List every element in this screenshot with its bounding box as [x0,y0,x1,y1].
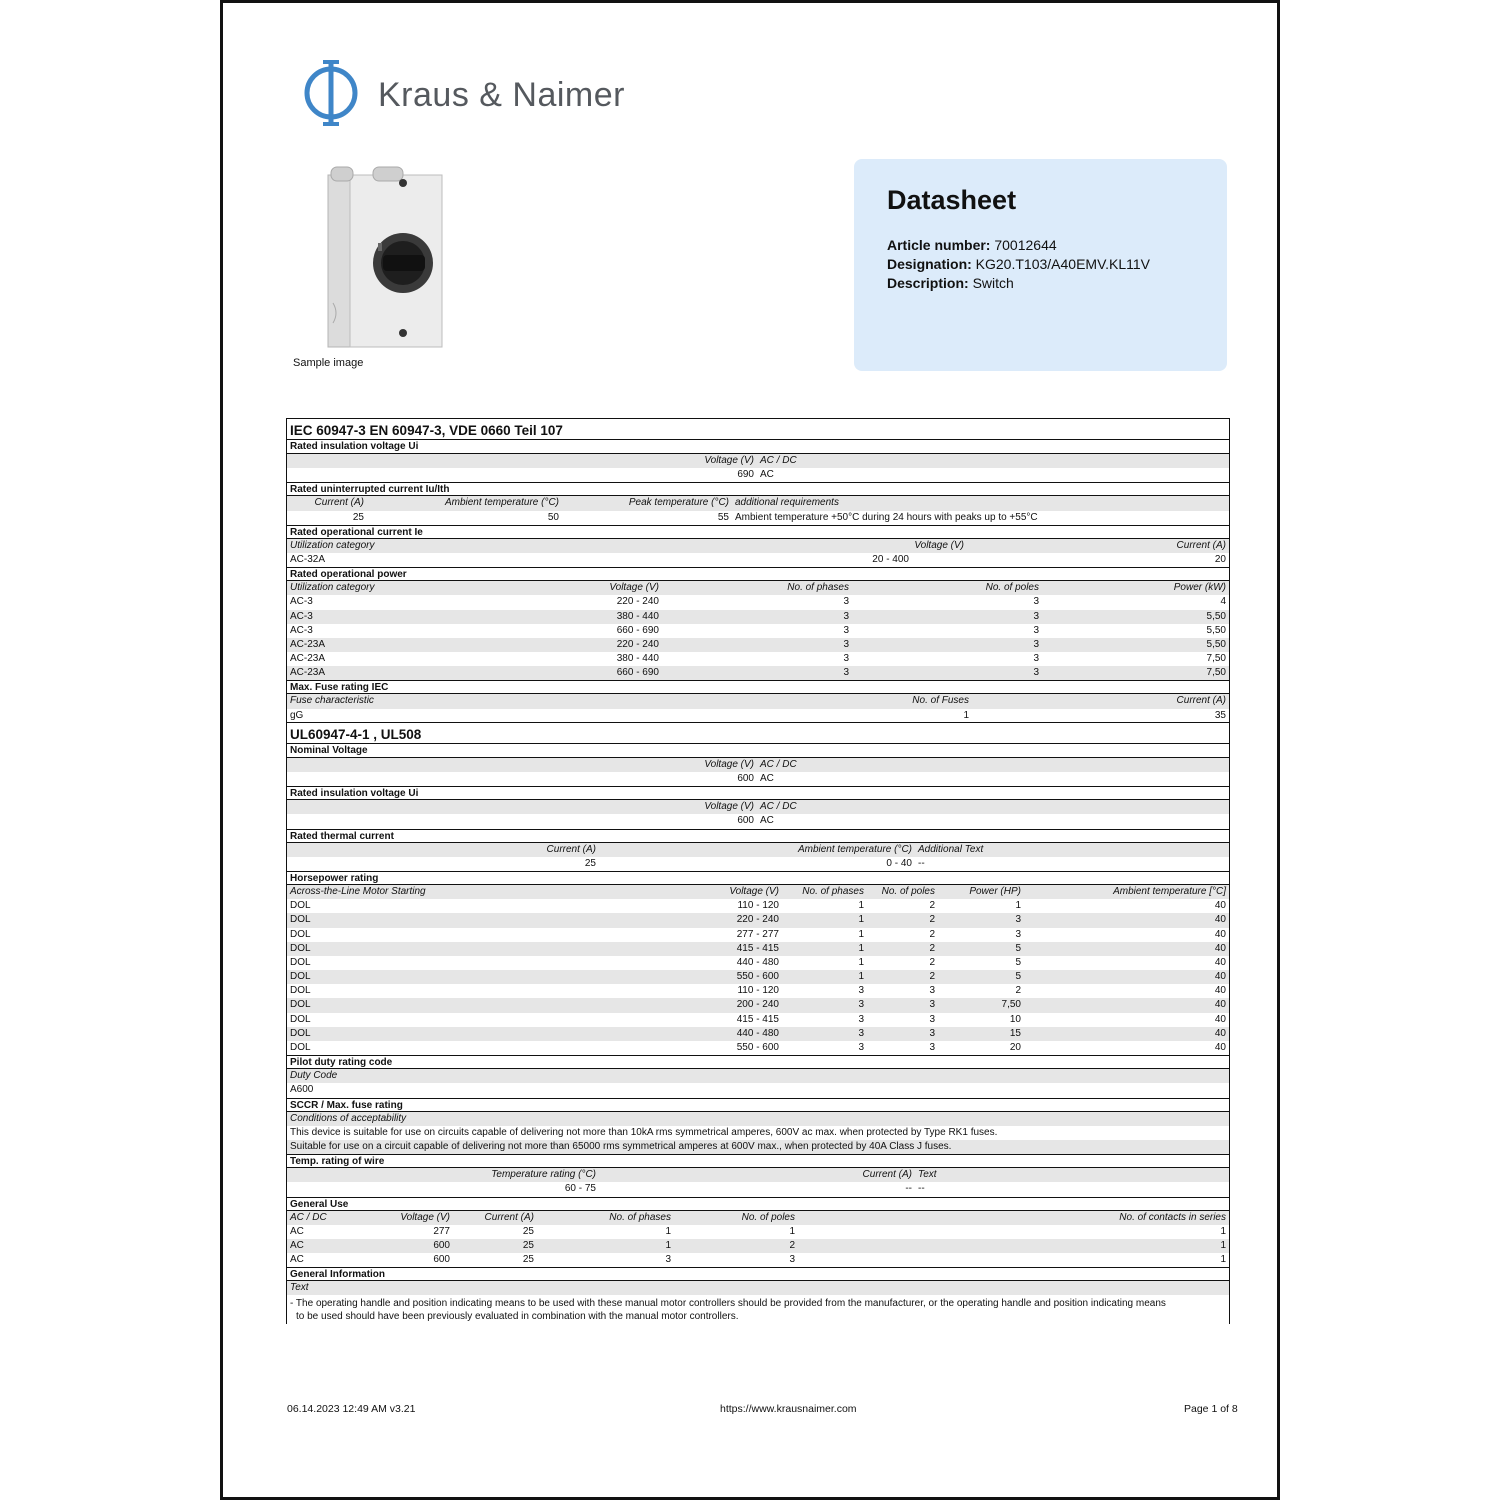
footer-url[interactable]: https://www.krausnaimer.com [720,1403,857,1415]
table-header: Across-the-Line Motor Starting Voltage (V) No. of phases No. of poles Power (HP) Ambient temperature [°C] [287,885,1229,899]
table-row: AC-3 220 - 240 3 3 4 [290,596,1226,608]
section-title: Temp. rating of wire [287,1154,1229,1168]
table-header: Conditions of acceptability [287,1112,1229,1126]
table-header: Text [287,1281,1229,1295]
datasheet-info-box [854,159,1227,371]
table-header: Voltage (V) AC / DC [287,758,1229,772]
table-row: DOL 550 - 600 1 2 5 40 [287,970,1229,984]
footer-page-number: Page 1 of 8 [1184,1403,1238,1415]
table-header: Utilization category Voltage (V) Current (A) [287,539,1229,553]
sample-image-caption: Sample image [293,357,364,369]
table-row: AC-23A 660 - 690 3 3 7,50 [287,666,1229,680]
table-row: DOL 440 - 480 3 3 15 40 [287,1027,1229,1041]
table-header: Current (A) Ambient temperature (°C) Peak temperature (°C) additional requirements [287,496,1229,510]
table-row: 60 - 75 -- -- [564,1183,925,1195]
spec-table [286,418,1230,1324]
article-number: Article number: 70012644 [887,237,1057,253]
table-row: DOL 110 - 120 1 2 1 40 [290,900,1226,912]
section-title: Pilot duty rating code [287,1055,1229,1069]
section-title: General Use [287,1197,1229,1211]
table-header: Voltage (V) AC / DC [287,800,1229,814]
table-header: Voltage (V) AC / DC [287,454,1229,468]
brand-name: Kraus & Naimer [378,76,625,114]
table-row: DOL 550 - 600 3 3 20 40 [290,1042,1226,1053]
footer-timestamp: 06.14.2023 12:49 AM v3.21 [287,1403,416,1415]
table-row: AC-23A 220 - 240 3 3 5,50 [287,638,1229,652]
table-header: Temperature rating (°C) Current (A) Text [287,1168,1229,1182]
section-title: Rated insulation voltage Ui [287,786,1229,800]
table-row: DOL 415 - 415 3 3 10 40 [290,1013,1226,1025]
section-title: Rated insulation voltage Ui [287,440,1229,454]
datasheet-page [220,0,1280,1500]
designation: Designation: KG20.T103/A40EMV.KL11V [887,256,1151,272]
description: Description: Switch [887,275,1014,291]
section-title: Nominal Voltage [287,744,1229,758]
table-row: DOL 200 - 240 3 3 7,50 40 [287,998,1229,1012]
section-title: Rated thermal current [287,829,1229,843]
table-row: AC-3 660 - 690 3 3 5,50 [290,624,1226,636]
section-title: Max. Fuse rating IEC [287,680,1229,694]
product-switch-image [323,163,448,353]
table-row: 690 AC [737,469,774,481]
iec-standard-heading: IEC 60947-3 EN 60947-3, VDE 0660 Teil 107 [287,419,1229,440]
table-header: Duty Code [287,1069,1229,1083]
table-row: DOL 440 - 480 1 2 5 40 [290,956,1226,968]
table-row: AC 277 25 1 1 1 [290,1225,1226,1237]
section-title: General Information [287,1267,1229,1281]
table-row: AC-3 380 - 440 3 3 5,50 [287,610,1229,624]
table-row: A600 [290,1084,314,1096]
table-row: gG 1 35 [287,709,1229,723]
table-row: DOL 110 - 120 3 3 2 40 [290,985,1226,997]
table-header: Utilization category Voltage (V) No. of phases No. of poles Power (kW) [287,581,1229,595]
table-row: DOL 415 - 415 1 2 5 40 [287,942,1229,956]
table-row: 600 AC [737,773,774,784]
section-title: Rated uninterrupted current Iu/Ith [287,482,1229,496]
section-title: Rated operational power [287,567,1229,581]
table-row: DOL 277 - 277 1 2 3 40 [290,928,1226,940]
table-row: 600 AC [737,815,774,827]
table-row: AC 600 25 1 2 1 [287,1239,1229,1253]
table-row: AC 600 25 3 3 1 [290,1254,1226,1266]
table-row: Suitable for use on a circuit capable of delivering not more than 65000 rms symmetrical amperes at 600V max., when protected by 40A Class J fuses. [287,1140,1229,1154]
section-title: Horsepower rating [287,871,1229,885]
datasheet-title: Datasheet [887,185,1017,215]
table-row: AC-32A 20 - 400 20 [290,553,1226,565]
section-title: SCCR / Max. fuse rating [287,1098,1229,1112]
table-header: Fuse characteristic No. of Fuses Current (A) [287,694,1229,708]
ul-standard-heading: UL60947-4-1 , UL508 [287,723,1229,744]
table-row: 25 0 - 40 -- [584,857,925,869]
section-title: Rated operational current Ie [287,525,1229,539]
table-row: DOL 220 - 240 1 2 3 40 [287,913,1229,927]
table-header: Current (A) Ambient temperature (°C) Additional Text [287,843,1229,857]
general-info-text: - The operating handle and position indicating means to be used with these manual motor controllers should be provided from the manufacturer, or the operating handle and position indicating means to be used should have been previously evaluated in combination with the manual motor controllers. [290,1298,1166,1323]
table-row: 25 50 55 Ambient temperature +50°C during 24 hours with peaks up to +55°C [352,511,1038,523]
table-row: This device is suitable for use on circuits capable of delivering not more than 10kA rms symmetrical amperes, 600V ac max. when protected by Type RK1 fuses. [290,1126,998,1138]
table-row: AC-23A 380 - 440 3 3 7,50 [290,653,1226,665]
table-header: AC / DC Voltage (V) Current (A) No. of phases No. of poles No. of contacts in series [287,1211,1229,1225]
